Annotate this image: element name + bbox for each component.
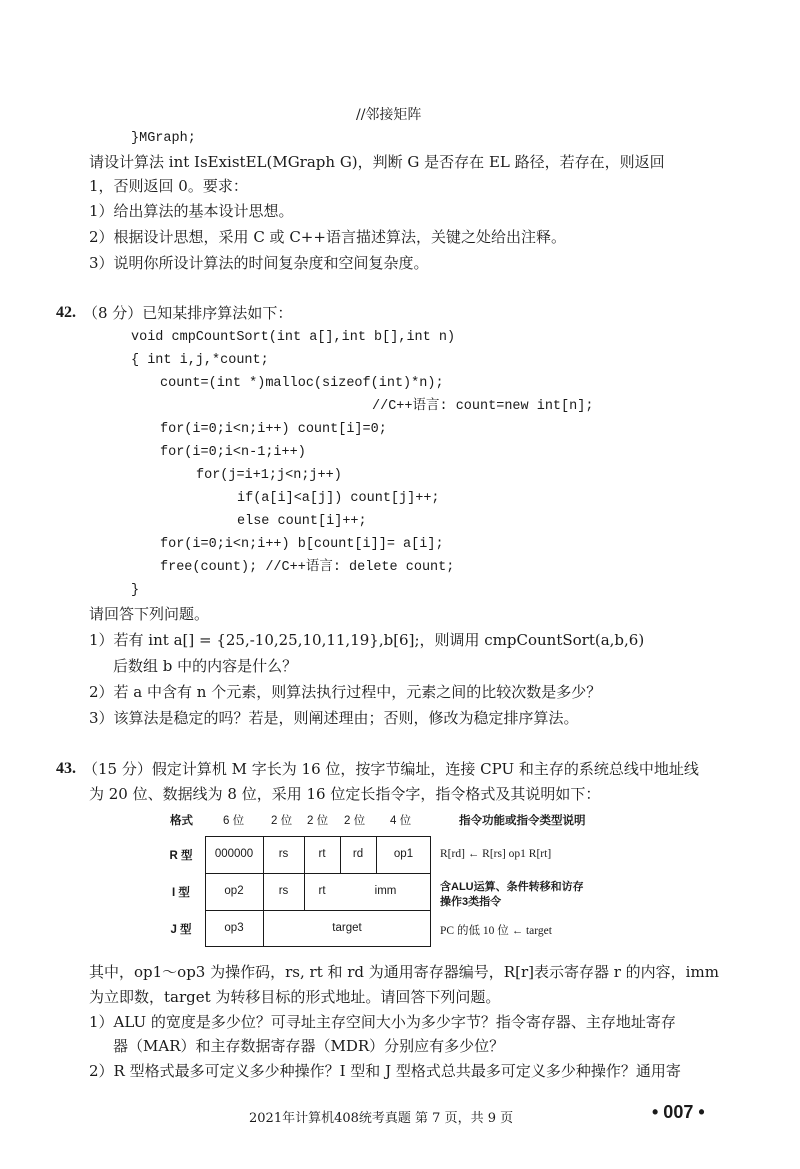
i-cell-rs: rs [278, 885, 289, 897]
row-label-j: J 型 [170, 924, 192, 936]
q42-intro: （8 分）已知某排序算法如下： [83, 304, 293, 322]
r-cell-op1: op1 [393, 848, 414, 860]
code-line: } [131, 583, 140, 598]
j-cell-target: target [332, 922, 362, 934]
code-line: for(i=0;i<n;i++) count[i]=0; [160, 422, 387, 437]
q43-number: 43. [56, 760, 76, 777]
struct-end: }MGraph; [131, 131, 196, 146]
r-cell-rt: rt [318, 848, 326, 860]
page-code: • 007 • [652, 1102, 705, 1122]
q43-line2: 为 20 位、数据线为 8 位，采用 16 位定长指令字，指令格式及其说明如下： [89, 785, 601, 803]
code-line: for(i=0;i<n-1;i++) [160, 445, 306, 460]
q42-part3: 3）该算法是稳定的吗？若是，则阐述理由；否则，修改为稳定排序算法。 [89, 709, 579, 727]
q43-part1-line2: 器（MAR）和主存数据寄存器（MDR）分别应有多少位？ [113, 1037, 505, 1055]
code-line: else count[i]++; [237, 514, 367, 529]
grid-divider [205, 873, 431, 874]
j-cell-op3: op3 [224, 922, 244, 934]
r-cell-rd: rd [352, 848, 364, 860]
matrix-comment: //邻接矩阵 [356, 107, 422, 123]
code-line: //C++语言: count=new int[n]; [372, 399, 594, 414]
code-line: for(i=0;i<n;i++) b[count[i]]= a[i]; [160, 537, 444, 552]
code-line: if(a[i]<a[j]) count[j]++; [237, 491, 440, 506]
r-cell-opcode: 000000 [214, 848, 254, 860]
q41-text-line2: 1，否则返回 0。要求： [89, 177, 248, 195]
r-description: R[rd] ← R[rs] op1 R[rt] [440, 848, 552, 860]
code-line: free(count); //C++语言: delete count; [160, 560, 455, 575]
q42-part2: 2）若 a 中含有 n 个元素，则算法执行过程中，元素之间的比较次数是多少？ [89, 683, 602, 701]
row-label-i: I 型 [172, 887, 190, 899]
code-line: for(j=i+1;j<n;j++) [196, 468, 342, 483]
q43-after-line2: 为立即数，target 为转移目标的形式地址。请回答下列问题。 [89, 988, 501, 1006]
row-label-r: R 型 [169, 850, 193, 862]
q43-after-line1: 其中，op1～op3 为操作码，rs, rt 和 rd 为通用寄存器编号，R[r]表示寄存器 r 的内容，imm [89, 963, 719, 981]
code-line: { int i,j,*count; [131, 353, 269, 368]
table-header: 2 位 [271, 815, 293, 827]
i-description-line2: 操作3类指令 [440, 896, 502, 908]
q43-part2: 2）R 型格式最多可定义多少种操作？I 型和 J 型格式总共最多可定义多少种操作？通用寄 [89, 1062, 681, 1080]
q41-requirement-3: 3）说明你所设计算法的时间复杂度和空间复杂度。 [89, 254, 429, 272]
table-header: 格式 [170, 815, 193, 827]
j-description: PC 的低 10 位 ← target [440, 925, 552, 937]
q42-number: 42. [56, 304, 76, 321]
code-line: count=(int *)malloc(sizeof(int)*n); [160, 376, 444, 391]
table-header: 2 位 [307, 815, 329, 827]
table-header: 指令功能或指令类型说明 [459, 815, 586, 827]
q43-line1: （15 分）假定计算机 M 字长为 16 位，按字节编址，连接 CPU 和主存的系统总线中地址线 [83, 760, 699, 778]
i-description-line1: 含ALU运算、条件转移和访存 [440, 881, 584, 893]
page-footer: 2021年计算机408统考真题 第 7 页，共 9 页 [249, 1111, 514, 1126]
q41-requirement-2: 2）根据设计思想，采用 C 或 C++语言描述算法，关键之处给出注释。 [89, 228, 566, 246]
q42-part1-line1: 1）若有 int a[] = {25,-10,25,10,11,19},b[6];，则调用 cmpCountSort(a,b,6) [89, 631, 645, 649]
code-line: void cmpCountSort(int a[],int b[],int n) [131, 330, 456, 345]
i-cell-rt: rt [318, 885, 326, 897]
table-header: 2 位 [344, 815, 366, 827]
q41-requirement-1: 1）给出算法的基本设计思想。 [89, 202, 294, 220]
i-cell-op2: op2 [224, 885, 244, 897]
table-header: 4 位 [390, 815, 412, 827]
grid-divider [205, 910, 431, 911]
r-cell-rs: rs [278, 848, 289, 860]
q41-text-line1: 请设计算法 int IsExistEL(MGraph G)，判断 G 是否存在 EL 路径，若存在，则返回 [89, 153, 665, 171]
i-cell-imm: imm [374, 885, 397, 897]
q42-ask: 请回答下列问题。 [89, 605, 210, 623]
table-header: 6 位 [223, 815, 245, 827]
q43-part1-line1: 1）ALU 的宽度是多少位？可寻址主存空间大小为多少字节？指令寄存器、主存地址寄存 [89, 1013, 676, 1031]
q42-part1-line2: 后数组 b 中的内容是什么？ [113, 657, 298, 675]
